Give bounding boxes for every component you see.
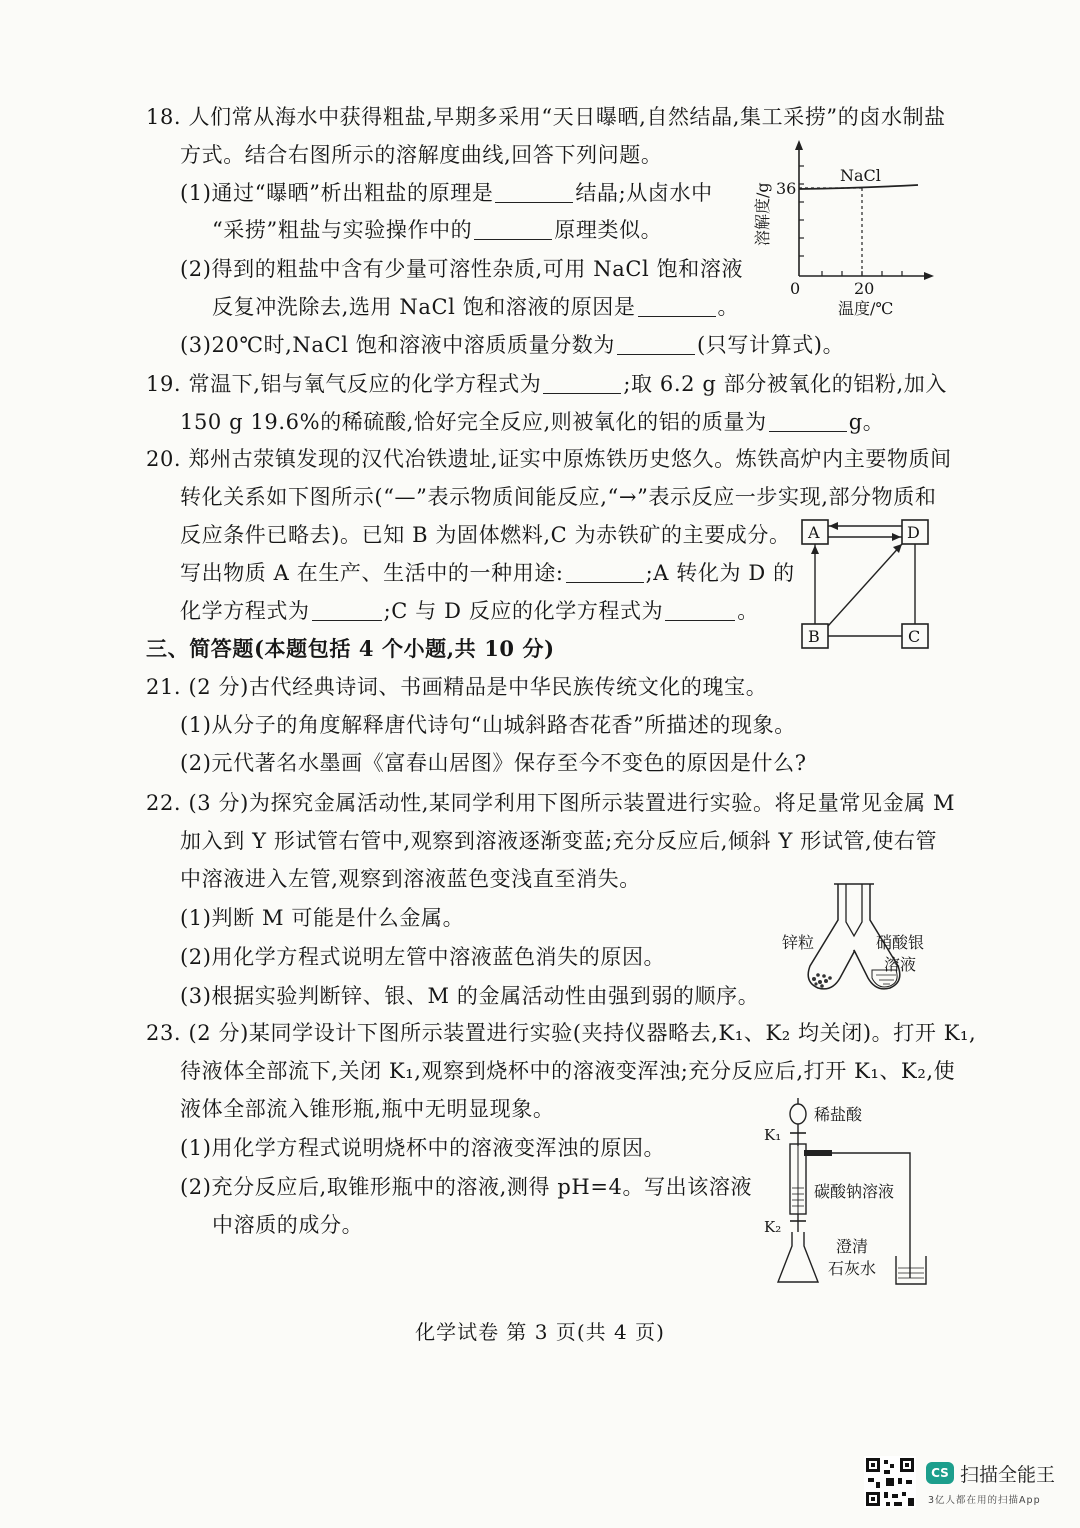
q18-p3-text-a: (3)20℃时,NaCl 饱和溶液中溶质质量分数为 (180, 333, 615, 357)
y-tube-figure (780, 878, 940, 1002)
q20-text-b: ;A 转化为 D 的 (645, 561, 795, 585)
sodium-carbonate-label: 碳酸钠溶液 (814, 1182, 895, 1201)
arrowhead-b-a (811, 545, 819, 554)
q19-line1 (146, 369, 947, 399)
q23-part1: (1)用化学方程式说明烧杯中的溶液变浑浊的原因。 (180, 1136, 666, 1160)
x-axis-label: 温度/℃ (838, 299, 894, 318)
q22-part3: (3)根据实验判断锌、银、M 的金属活动性由强到弱的顺序。 (180, 984, 760, 1008)
q18-stem-line1: 18. 人们常从海水中获得粗盐,早期多采用“天日曝晒,自然结晶,集工采捞”的卤水制盐 (146, 105, 946, 129)
q20-blank-3 (665, 600, 735, 621)
curve-label: NaCl (840, 166, 881, 185)
q18-part1-line1 (180, 178, 713, 208)
qr-code (864, 1456, 916, 1508)
q20-text-d: ;C 与 D 反应的化学方程式为 (383, 599, 664, 623)
label-b: B (808, 627, 820, 646)
y-axis-arrow (795, 140, 803, 150)
q18-blank-2 (474, 219, 552, 240)
arrow-b-to-d (828, 544, 902, 626)
q20-text-c: 化学方程式为 (180, 599, 310, 623)
arrowhead-d (892, 533, 901, 541)
q23-line1: 23. (2 分)某同学设计下图所示装置进行实验(夹持仪器略去,K₁、K₂ 均关闭)。打开 K₁, (146, 1021, 977, 1045)
q22-part1: (1)判断 M 可能是什么金属。 (180, 906, 465, 930)
q23-part2-line2: 中溶质的成分。 (212, 1213, 364, 1237)
conical-flask (778, 1232, 818, 1282)
q18-p2-text-b: 反复冲洗除去,选用 NaCl 饱和溶液的原因是 (212, 295, 636, 319)
y-tick-label-36: 36 (776, 179, 797, 198)
q20-line3: 反应条件已略去)。已知 B 为固体燃料,C 为赤铁矿的主要成分。 (180, 523, 791, 547)
q18-p2-text-c: 。 (717, 295, 740, 319)
q19-line2 (180, 407, 884, 437)
q18-blank-4 (617, 334, 695, 355)
q19-blank-1 (543, 373, 621, 394)
q20-blank-1 (566, 562, 644, 583)
acid-label: 稀盐酸 (814, 1105, 863, 1124)
label-a: A (808, 523, 820, 542)
label-c: C (908, 627, 921, 646)
origin-label: 0 (790, 279, 801, 298)
dropping-funnel-bulb (790, 1104, 806, 1124)
q18-p3-text-b: (只写计算式)。 (697, 333, 845, 357)
q18-blank-3 (638, 296, 716, 317)
q20-text-e: 。 (737, 599, 759, 623)
scanner-tagline: 3亿人都在用的扫描App (928, 1495, 1041, 1506)
page-footer: 化学试卷 第 3 页(共 4 页) (415, 1320, 665, 1344)
q18-p1-text-d: 原理类似。 (554, 218, 663, 242)
q20-line2: 转化关系如下图所示(“—”表示物质间能反应,“→”表示反应一步实现,部分物质和 (180, 485, 937, 509)
limewater-liquid (898, 1268, 924, 1278)
section-title: 三、简答题(本题包括 4 个小题,共 10 分) (146, 636, 555, 661)
q18-p1-text-c: “采捞”粗盐与实验操作中的 (212, 218, 473, 242)
y-axis-label: 溶解度/g (753, 182, 772, 246)
beaker (896, 1256, 926, 1284)
q23-part2-line1: (2)充分反应后,取锥形瓶中的溶液,测得 pH=4。写出该溶液 (180, 1175, 753, 1199)
q19-text-c: 150 g 19.6%的稀硫酸,恰好完全反应,则被氧化的铝的质量为 (180, 410, 767, 434)
q18-blank-1 (495, 182, 573, 203)
q21-part2: (2)元代著名水墨画《富春山居图》保存至今不变色的原因是什么? (180, 751, 807, 775)
q23-line3: 液体全部流入锥形瓶,瓶中无明显现象。 (180, 1097, 555, 1121)
silver-nitrate-label-1: 硝酸银 (876, 933, 925, 952)
x-tick-label-20: 20 (854, 279, 875, 298)
q20-line5 (180, 596, 759, 626)
q18-stem-line2: 方式。结合右图所示的溶解度曲线,回答下列问题。 (180, 143, 663, 167)
liquid-hatch (876, 975, 896, 984)
q18-part2-line1: (2)得到的粗盐中含有少量可溶性杂质,可用 NaCl 饱和溶液 (180, 257, 744, 281)
q22-line3: 中溶液进入左管,观察到溶液蓝色变浅直至消失。 (180, 867, 641, 891)
nacl-solubility-curve (799, 185, 918, 189)
q18-p1-text-a: (1)通过“曝晒”析出粗盐的原理是 (180, 181, 494, 205)
scanner-app-name: 扫描全能王 (960, 1464, 1056, 1486)
transformation-diagram (798, 516, 932, 654)
limewater-label-2: 石灰水 (828, 1259, 877, 1278)
q19-text-d: g。 (848, 410, 885, 434)
scanner-logo: CS (926, 1462, 954, 1484)
q18-part3 (180, 330, 844, 360)
q22-line2: 加入到 Y 形试管右管中,观察到溶液逐渐变蓝;充分反应后,倾斜 Y 形试管,使右管 (180, 829, 938, 853)
y-tube-inner (846, 884, 862, 936)
q19-text-a: 19. 常温下,铝与氧气反应的化学方程式为 (146, 372, 542, 396)
q18-part2-line2 (212, 292, 739, 322)
k1-label: K₁ (764, 1126, 782, 1144)
q20-line4 (180, 558, 795, 588)
q19-text-b: ;取 6.2 g 部分被氧化的铝粉,加入 (623, 372, 947, 396)
q21-part1: (1)从分子的角度解释唐代诗句“山城斜路杏花香”所描述的现象。 (180, 713, 796, 737)
label-d: D (907, 523, 920, 542)
q20-text-a: 写出物质 A 在生产、生活中的一种用途: (180, 561, 564, 585)
x-axis-arrow (924, 272, 934, 280)
arrowhead-a (829, 522, 838, 530)
q20-blank-2 (312, 600, 382, 621)
q18-part1-line2 (212, 215, 662, 245)
limewater-label-1: 澄清 (836, 1237, 869, 1256)
silver-nitrate-label-2: 溶液 (884, 955, 917, 974)
q22-line1: 22. (3 分)为探究金属活动性,某同学利用下图所示装置进行实验。将足量常见金属 M (146, 791, 956, 815)
q21-stem: 21. (2 分)古代经典诗词、书画精品是中华民族传统文化的瑰宝。 (146, 675, 768, 699)
q23-line2: 待液体全部流下,关闭 K₁,观察到烧杯中的溶液变浑浊;充分反应后,打开 K₁、K₂,使 (180, 1059, 956, 1083)
solubility-graph (742, 136, 942, 326)
q22-part2: (2)用化学方程式说明左管中溶液蓝色消失的原因。 (180, 945, 666, 969)
q19-blank-2 (769, 411, 847, 432)
q18-p1-text-b: 结晶;从卤水中 (575, 181, 713, 205)
zinc-label: 锌粒 (782, 933, 815, 952)
k2-label: K₂ (764, 1218, 782, 1236)
q20-line1: 20. 郑州古荥镇发现的汉代冶铁遗址,证实中原炼铁历史悠久。炼铁高炉内主要物质间 (146, 447, 952, 471)
apparatus-figure (760, 1096, 940, 1292)
